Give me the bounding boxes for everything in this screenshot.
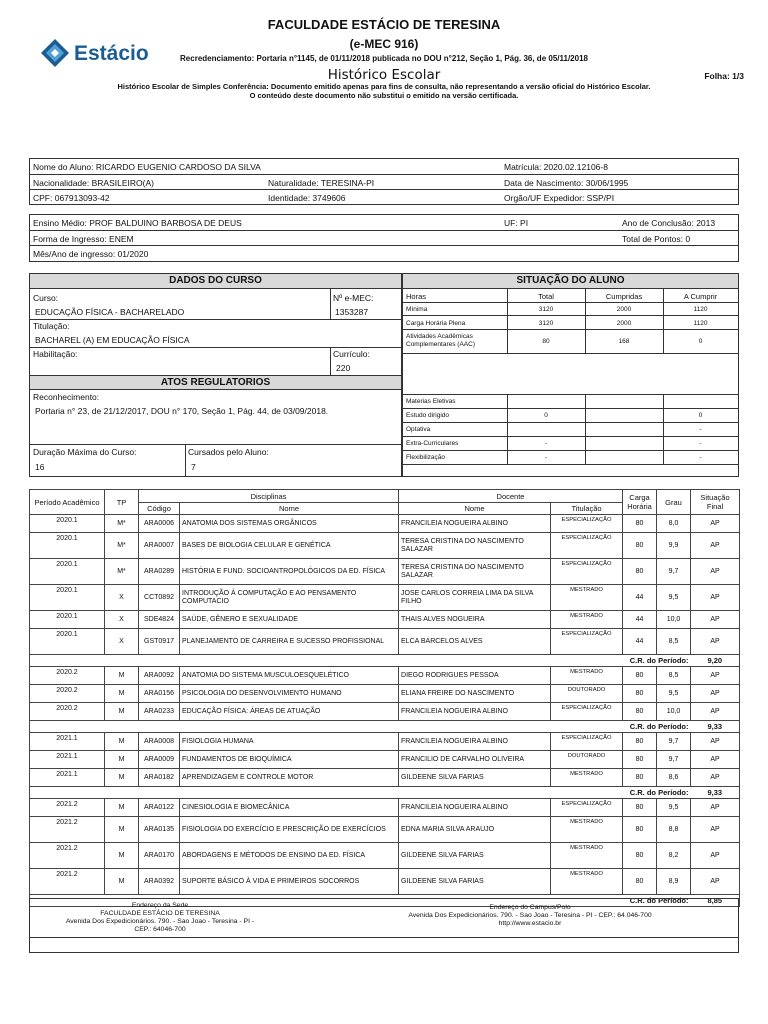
cell-docente-titulacao: MESTRADO (551, 817, 623, 843)
cell-tp: M* (105, 515, 139, 533)
cell-periodo: 2021.2 (30, 843, 105, 869)
cell-carga-horaria: 80 (623, 685, 657, 703)
cell-periodo: 2020.2 (30, 703, 105, 721)
cell-tp: M (105, 667, 139, 685)
cell-docente-nome: ELIANA FREIRE DO NASCIMENTO (399, 685, 551, 703)
row-plena-label: Carga Horária Plena (406, 320, 466, 327)
cell-situacao-final: AP (691, 685, 740, 703)
table-row (30, 769, 740, 787)
cell-codigo: GST0917 (139, 629, 180, 655)
cell-docente-nome: TERESA CRISTINA DO NASCIMENTO SALAZAR (399, 533, 551, 559)
cell-docente-nome: JOSE CARLOS CORREIA LIMA DA SILVA FILHO (399, 585, 551, 611)
cell-codigo: CCT0892 (139, 585, 180, 611)
table-row (30, 585, 740, 611)
header-grau: Grau (657, 490, 691, 515)
cell-carga-horaria: 80 (623, 733, 657, 751)
cell-tp: M (105, 799, 139, 817)
row-aac-label: Atividades Acadêmicas Complementares (AAC) (406, 333, 475, 348)
row-aac-total: 80 (542, 338, 550, 345)
cell-periodo: 2020.1 (30, 559, 105, 585)
cell-situacao-final: AP (691, 703, 740, 721)
cell-grau: 10,0 (657, 703, 691, 721)
cell-docente-nome: EDNA MARIA SILVA ARAUJO (399, 817, 551, 843)
ingresso-box (29, 214, 739, 262)
cell-carga-horaria: 80 (623, 667, 657, 685)
cell-docente-titulacao: MESTRADO (551, 843, 623, 869)
footer-sede-address: Avenida Dos Expedicionários. 790. - Sao Joao - Teresina - PI - (65, 918, 255, 925)
estudo-dirigido-total: 0 (544, 412, 548, 419)
cell-periodo: 2021.1 (30, 751, 105, 769)
cell-periodo: 2020.1 (30, 515, 105, 533)
cell-codigo: ARA0392 (139, 869, 180, 895)
col-total: Total (538, 292, 554, 301)
cell-codigo: ARA0006 (139, 515, 180, 533)
cell-carga-horaria: 44 (623, 585, 657, 611)
table-row (30, 685, 740, 703)
cell-grau: 8,8 (657, 817, 691, 843)
table-row (30, 703, 740, 721)
reconhecimento-value: Portaria n° 23, de 21/12/2017, DOU n° 170, Seção 1, Pág. 44, de 03/09/2018. (35, 406, 329, 416)
footer-sede-cep: CEP.: 64046-700 (134, 926, 186, 933)
cell-docente-nome: GILDEENE SILVA FARIAS (399, 843, 551, 869)
cell-tp: M (105, 769, 139, 787)
header-situacao: Situação Final (691, 490, 740, 515)
situacao-do-aluno-panel (402, 273, 739, 477)
cell-situacao-final: AP (691, 533, 740, 559)
cell-periodo: 2020.1 (30, 585, 105, 611)
cell-docente-titulacao: MESTRADO (551, 869, 623, 895)
cell-disciplina-nome: APRENDIZAGEM E CONTROLE MOTOR (180, 769, 399, 787)
atos-regulatorios-heading: ATOS REGULATORIOS (30, 375, 401, 390)
cursados-label: Cursados pelo Aluno: (188, 447, 269, 457)
curriculo-label: Currículo: (333, 349, 370, 359)
cell-codigo: ARA0008 (139, 733, 180, 751)
duracao-label: Duração Máxima do Curso: (33, 447, 137, 457)
table-row (30, 533, 740, 559)
cell-grau: 9,9 (657, 533, 691, 559)
cell-codigo: ARA0007 (139, 533, 180, 559)
table-row (30, 799, 740, 817)
ano-conclusao: Ano de Conclusão: 2013 (622, 218, 716, 228)
cell-situacao-final: AP (691, 769, 740, 787)
cell-disciplina-nome: PSICOLOGIA DO DESENVOLVIMENTO HUMANO (180, 685, 399, 703)
student-identidade: Identidade: 3749606 (268, 193, 346, 203)
cell-docente-nome: TERESA CRISTINA DO NASCIMENTO SALAZAR (399, 559, 551, 585)
cell-grau: 8,2 (657, 843, 691, 869)
footer-campus (340, 904, 720, 928)
cell-periodo: 2020.2 (30, 685, 105, 703)
cell-periodo: 2020.1 (30, 629, 105, 655)
optativa-label: Optativa (406, 426, 431, 433)
cell-codigo: ARA0092 (139, 667, 180, 685)
cell-docente-titulacao: ESPECIALIZAÇÃO (551, 629, 623, 655)
institution-name: FACULDADE ESTÁCIO DE TERESINA (267, 17, 501, 32)
row-aac-cumpridas: 168 (618, 338, 630, 345)
header-nome: Nome (180, 503, 399, 515)
cell-situacao-final: AP (691, 667, 740, 685)
extra-curriculares-label: Extra-Curriculares (406, 440, 459, 447)
estudo-dirigido-label: Estudo dirigido (406, 412, 449, 419)
cell-disciplina-nome: FISIOLOGIA DO EXERCÍCIO E PRESCRIÇÃO DE EXERCÍCIOS (180, 817, 399, 843)
student-info-box (29, 158, 739, 205)
cell-grau: 9,5 (657, 799, 691, 817)
cell-grau: 8,9 (657, 869, 691, 895)
cr-periodo-label: C.R. do Período: (30, 895, 691, 907)
cell-codigo: ARA0170 (139, 843, 180, 869)
titulacao-value: BACHAREL (A) EM EDUCAÇÃO FÍSICA (35, 335, 190, 345)
duracao-value: 16 (35, 462, 45, 472)
cell-tp: M (105, 843, 139, 869)
cell-tp: X (105, 585, 139, 611)
table-row (30, 559, 740, 585)
cell-grau: 8,0 (657, 515, 691, 533)
curriculo-value: 220 (336, 363, 351, 373)
row-minima-total: 3120 (538, 306, 554, 313)
cr-periodo-value: 8,85 (691, 895, 740, 907)
cell-codigo: ARA0009 (139, 751, 180, 769)
titulacao-label: Titulação: (33, 321, 70, 331)
row-plena-cumpridas: 2000 (616, 320, 632, 327)
student-nascimento: Data de Nascimento: 30/06/1995 (504, 178, 629, 188)
cell-docente-titulacao: MESTRADO (551, 769, 623, 787)
grades-table-header (30, 490, 740, 515)
cell-carga-horaria: 80 (623, 817, 657, 843)
cr-periodo-value: 9,20 (691, 655, 740, 667)
cell-codigo: ARA0233 (139, 703, 180, 721)
institution-emec: (e-MEC 916) (349, 37, 419, 51)
cell-disciplina-nome: BASES DE BIOLOGIA CELULAR E GENÉTICA (180, 533, 399, 559)
cell-disciplina-nome: ANATOMIA DOS SISTEMAS ORGÂNICOS (180, 515, 399, 533)
recredenciamento-text: Recredenciamento: Portaria n°1145, de 01/11/2018 publicada no DOU n°212, Seção 1, Pág. 36, de 05/11/2018 (180, 54, 588, 63)
footer-sede (30, 902, 290, 934)
cell-disciplina-nome: FISIOLOGIA HUMANA (180, 733, 399, 751)
cell-situacao-final: AP (691, 843, 740, 869)
ensino-medio-uf: UF: PI (504, 218, 529, 228)
cr-periodo-row (30, 787, 740, 799)
cell-situacao-final: AP (691, 611, 740, 629)
cell-disciplina-nome: SUPORTE BÁSICO À VIDA E PRIMEIROS SOCORROS (180, 869, 399, 895)
table-row (30, 817, 740, 843)
header-docente-nome: Nome (399, 503, 551, 515)
cell-grau: 8,5 (657, 667, 691, 685)
cell-docente-nome: DIEGO RODRIGUES PESSOA (399, 667, 551, 685)
cell-situacao-final: AP (691, 629, 740, 655)
cell-carga-horaria: 80 (623, 751, 657, 769)
table-row (30, 751, 740, 769)
cell-codigo: ARA0156 (139, 685, 180, 703)
cell-carga-horaria: 44 (623, 629, 657, 655)
cell-tp: M (105, 733, 139, 751)
cell-docente-titulacao: ESPECIALIZAÇÃO (551, 733, 623, 751)
cell-situacao-final: AP (691, 585, 740, 611)
cr-periodo-label: C.R. do Período: (30, 787, 691, 799)
table-row (30, 843, 740, 869)
cell-disciplina-nome: HISTÓRIA E FUND. SOCIOANTROPOLÓGICOS DA ED. FÍSICA (180, 559, 399, 585)
header-titulacao: Titulação (551, 503, 623, 515)
cell-docente-titulacao: ESPECIALIZAÇÃO (551, 799, 623, 817)
table-row (30, 869, 740, 895)
cell-disciplina-nome: INTRODUÇÃO À COMPUTAÇÃO E AO PENSAMENTO COMPUTACIO (180, 585, 399, 611)
cursados-value: 7 (191, 462, 196, 472)
cell-docente-nome: GILDEENE SILVA FARIAS (399, 869, 551, 895)
page-title: Histórico Escolar (327, 67, 441, 83)
cell-grau: 9,7 (657, 559, 691, 585)
col-a-cumprir: A Cumprir (683, 292, 718, 301)
emec-value: 1353287 (335, 307, 369, 317)
ensino-medio: Ensino Médio: PROF BALDUINO BARBOSA DE DEUS (33, 218, 242, 228)
cell-carga-horaria: 80 (623, 515, 657, 533)
cell-docente-titulacao: MESTRADO (551, 667, 623, 685)
student-matricula: Matrícula: 2020.02.12106-8 (504, 162, 608, 172)
mes-ano-ingresso: Mês/Ano de ingresso: 01/2020 (33, 249, 149, 259)
cell-tp: M (105, 817, 139, 843)
cell-tp: X (105, 629, 139, 655)
student-naturalidade: Naturalidade: TERESINA-PI (268, 178, 375, 188)
cell-grau: 9,7 (657, 733, 691, 751)
student-name: Nome do Aluno: RICARDO EUGENIO CARDOSO DA SILVA (33, 162, 261, 172)
cell-disciplina-nome: ABORDAGENS E MÉTODOS DE ENSINO DA ED. FÍSICA (180, 843, 399, 869)
cr-periodo-row (30, 721, 740, 733)
cell-docente-titulacao: ESPECIALIZAÇÃO (551, 533, 623, 559)
header-docente: Docente (399, 490, 623, 503)
col-cumpridas: Cumpridas (605, 292, 643, 301)
header-periodo: Período Acadêmico (30, 490, 105, 515)
cell-codigo: ARA0182 (139, 769, 180, 787)
cell-carga-horaria: 80 (623, 559, 657, 585)
cr-periodo-label: C.R. do Período: (30, 655, 691, 667)
cell-grau: 9,5 (657, 685, 691, 703)
habilitacao-label: Habilitação: (33, 349, 78, 359)
cell-tp: M (105, 685, 139, 703)
table-row (30, 667, 740, 685)
cell-periodo: 2021.2 (30, 799, 105, 817)
row-minima-label: Mínima (406, 306, 428, 313)
cell-docente-nome: FRANCILIO DE CARVALHO OLIVEIRA (399, 751, 551, 769)
cell-codigo: ARA0122 (139, 799, 180, 817)
flexibilizacao-label: Flexibilização (406, 454, 446, 461)
cell-carga-horaria: 80 (623, 533, 657, 559)
cell-tp: M* (105, 533, 139, 559)
cell-docente-titulacao: MESTRADO (551, 611, 623, 629)
flexibilizacao-total: - (544, 454, 548, 461)
cell-periodo: 2021.2 (30, 869, 105, 895)
cell-codigo: ARA0135 (139, 817, 180, 843)
cr-periodo-label: C.R. do Período: (30, 721, 691, 733)
cell-tp: M (105, 703, 139, 721)
page-counter: Folha: 1/3 (704, 71, 744, 81)
footer-campus-label: Endereço do Campus/Polo (489, 904, 571, 911)
grades-table (29, 489, 740, 907)
row-plena-total: 3120 (538, 320, 554, 327)
cell-situacao-final: AP (691, 751, 740, 769)
dados-do-curso-panel (29, 273, 402, 477)
cell-carga-horaria: 44 (623, 611, 657, 629)
col-horas: Horas (406, 292, 427, 301)
cell-docente-nome: THAIS ALVES NOGUEIRA (399, 611, 551, 629)
header-tp: TP (105, 490, 139, 515)
cr-periodo-value: 9,33 (691, 721, 740, 733)
header-codigo: Código (139, 503, 180, 515)
reconhecimento-label: Reconhecimento: (33, 392, 100, 402)
footer-campus-address: Avenida Dos Expedicionários. 790. - Sao Joao - Teresina - PI - CEP.: 64.046-700 (408, 912, 652, 919)
cell-periodo: 2020.1 (30, 611, 105, 629)
row-aac-a-cumprir: 0 (698, 338, 703, 345)
footer-sede-label: Endereço da Sede (131, 902, 189, 909)
cell-tp: M (105, 751, 139, 769)
cell-disciplina-nome: EDUCAÇÃO FÍSICA: ÁREAS DE ATUAÇÃO (180, 703, 399, 721)
row-minima-a-cumprir: 1120 (693, 306, 708, 313)
cell-carga-horaria: 80 (623, 769, 657, 787)
header-disciplinas: Disciplinas (139, 490, 399, 503)
header-carga: Carga Horária (623, 490, 657, 515)
cell-disciplina-nome: CINESIOLOGIA E BIOMECÂNICA (180, 799, 399, 817)
logo-text: Estácio (74, 42, 149, 65)
cell-carga-horaria: 80 (623, 869, 657, 895)
student-cpf: CPF: 067913093-42 (33, 193, 110, 203)
footer-box (29, 898, 739, 953)
cell-situacao-final: AP (691, 559, 740, 585)
extra-curriculares-total: - (544, 440, 548, 447)
cell-disciplina-nome: FUNDAMENTOS DE BIOQUÍMICA (180, 751, 399, 769)
grades-table-body (30, 515, 740, 907)
cell-situacao-final: AP (691, 869, 740, 895)
estudo-dirigido-a-cumprir: 0 (698, 412, 703, 419)
cell-carga-horaria: 80 (623, 799, 657, 817)
total-pontos: Total de Pontos: 0 (622, 234, 691, 244)
curso-value: EDUCAÇÃO FÍSICA - BACHARELADO (35, 307, 185, 317)
cell-grau: 10,0 (657, 611, 691, 629)
forma-ingresso: Forma de Ingresso: ENEM (33, 234, 134, 244)
cell-grau: 9,7 (657, 751, 691, 769)
footer-campus-url[interactable]: http://www.estacio.br (498, 920, 562, 927)
footer-sede-name: FACULDADE ESTÁCIO DE TERESINA (100, 910, 220, 917)
extra-curriculares-a-cumprir: - (699, 440, 702, 447)
cell-periodo: 2020.1 (30, 533, 105, 559)
cell-codigo: SDE4824 (139, 611, 180, 629)
emec-label: Nº e-MEC: (333, 293, 374, 303)
cell-docente-titulacao: ESPECIALIZAÇÃO (551, 515, 623, 533)
cell-docente-nome: ELCA BARCELOS ALVES (399, 629, 551, 655)
disclaimer-line-2: O conteúdo deste documento não substitui o emitido na versão certificada. (249, 91, 519, 100)
cell-tp: M* (105, 559, 139, 585)
table-row (30, 733, 740, 751)
eletivas-label: Materias Eletivas (406, 398, 456, 405)
cell-docente-nome: FRANCILEIA NOGUEIRA ALBINO (399, 515, 551, 533)
student-nacionalidade: Nacionalidade: BRASILEIRO(A) (33, 178, 154, 188)
cell-situacao-final: AP (691, 799, 740, 817)
cell-docente-nome: GILDEENE SILVA FARIAS (399, 769, 551, 787)
cr-periodo-row (30, 655, 740, 667)
flexibilizacao-a-cumprir: - (699, 454, 702, 461)
cell-docente-titulacao: ESPECIALIZAÇÃO (551, 559, 623, 585)
cell-docente-titulacao: DOUTORADO (551, 685, 623, 703)
cell-docente-titulacao: ESPECIALIZAÇÃO (551, 703, 623, 721)
student-orgao: Orgão/UF Expedidor: SSP/PI (504, 193, 615, 203)
cell-disciplina-nome: ANATOMIA DO SISTEMA MUSCULOESQUELÉTICO (180, 667, 399, 685)
cell-grau: 8,5 (657, 629, 691, 655)
cell-docente-nome: FRANCILEIA NOGUEIRA ALBINO (399, 703, 551, 721)
cell-periodo: 2020.2 (30, 667, 105, 685)
situacao-heading: SITUAÇÃO DO ALUNO (403, 274, 738, 289)
cell-situacao-final: AP (691, 733, 740, 751)
cell-grau: 9,5 (657, 585, 691, 611)
row-minima-cumpridas: 2000 (616, 306, 632, 313)
cell-docente-nome: FRANCILEIA NOGUEIRA ALBINO (399, 733, 551, 751)
cr-periodo-value: 9,33 (691, 787, 740, 799)
optativa-a-cumprir: - (699, 426, 702, 433)
table-row (30, 611, 740, 629)
cell-docente-titulacao: MESTRADO (551, 585, 623, 611)
cell-periodo: 2021.1 (30, 769, 105, 787)
cell-docente-nome: FRANCILEIA NOGUEIRA ALBINO (399, 799, 551, 817)
cell-situacao-final: AP (691, 817, 740, 843)
cell-carga-horaria: 80 (623, 843, 657, 869)
row-plena-a-cumprir: 1120 (693, 320, 708, 327)
cell-tp: X (105, 611, 139, 629)
cell-codigo: ARA0289 (139, 559, 180, 585)
cell-tp: M (105, 869, 139, 895)
cell-periodo: 2021.2 (30, 817, 105, 843)
cell-grau: 8,6 (657, 769, 691, 787)
dados-do-curso-heading: DADOS DO CURSO (30, 274, 401, 289)
disclaimer-line-1: Histórico Escolar de Simples Conferência: Documento emitido apenas para fins de consulta, não representando a versão oficial do Histórico Escolar. (117, 82, 651, 91)
curso-label: Curso: (33, 293, 59, 303)
cell-periodo: 2021.1 (30, 733, 105, 751)
cell-carga-horaria: 80 (623, 703, 657, 721)
cell-disciplina-nome: PLANEJAMENTO DE CARREIRA E SUCESSO PROFISSIONAL (180, 629, 399, 655)
table-row (30, 629, 740, 655)
cell-disciplina-nome: SAÚDE, GÊNERO E SEXUALIDADE (180, 611, 399, 629)
cell-situacao-final: AP (691, 515, 740, 533)
table-row (30, 515, 740, 533)
cell-docente-titulacao: DOUTORADO (551, 751, 623, 769)
